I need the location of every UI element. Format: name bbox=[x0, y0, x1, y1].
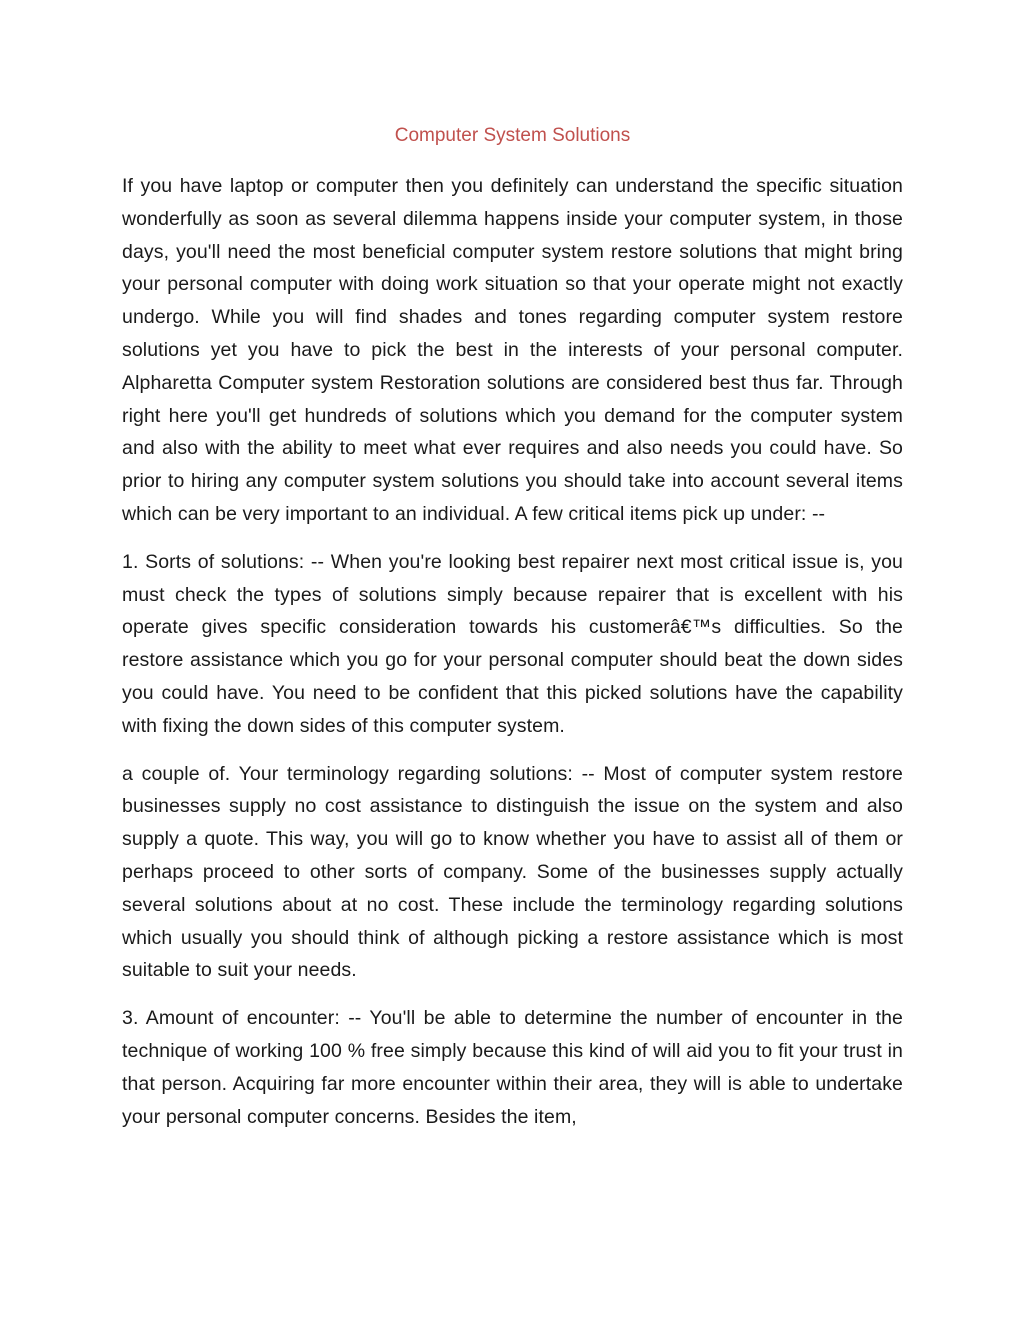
paragraph-intro: If you have laptop or computer then you definitely can understand the specific situation wonderfully as soon as several dilemma happens inside your computer system, in those days, you'll need the most beneficial computer system restore solutions that might bring your personal computer with doing work situation so that your operate might not exactly undergo. While you will find shades and tones regarding computer system restore solutions yet you have to pick the best in the interests of your personal computer. Alpharetta Computer system Restoration solutions are considered best thus far. Through right here you'll get hundreds of solutions which you demand for the computer system and also with the ability to meet what ever requires and also needs you could have. So prior to hiring any computer system solutions you should take into account several items which can be very important to an individual. A few critical items pick up under: -- bbox=[122, 175, 903, 525]
paragraph-terminology: a couple of. Your terminology regarding solutions: -- Most of computer system restore businesses supply no cost assistance to distinguish the issue on the system and also supply a quote. This way, you will go to know whether you have to assist all of them or perhaps proceed to other sorts of company. Some of the businesses supply actually several solutions about at no cost. These include the terminology regarding solutions which usually you should think of although picking a restore assistance which is most suitable to suit your needs. bbox=[122, 762, 903, 982]
paragraph-sorts-of-solutions: 1. Sorts of solutions: -- When you're looking best repairer next most critical issue is, you must check the types of solutions simply because repairer that is excellent with his operate gives specific consideration towards his customerâ€™s difficulties. So the restore assistance which you go for your personal computer should beat the down sides you could have. You need to be confident that this picked solutions have the capability with fixing the down sides of this computer system. bbox=[122, 550, 903, 737]
document-page bbox=[122, 118, 903, 1148]
paragraph-encounter: 3. Amount of encounter: -- You'll be able to determine the number of encounter in the technique of working 100 % free simply because this kind of will aid you to fit your trust in that person. Acquiring far more encounter within their area, they will is able to undertake your personal computer concerns. Besides the item, bbox=[122, 1007, 903, 1128]
document-title: Computer System Solutions bbox=[394, 125, 631, 146]
